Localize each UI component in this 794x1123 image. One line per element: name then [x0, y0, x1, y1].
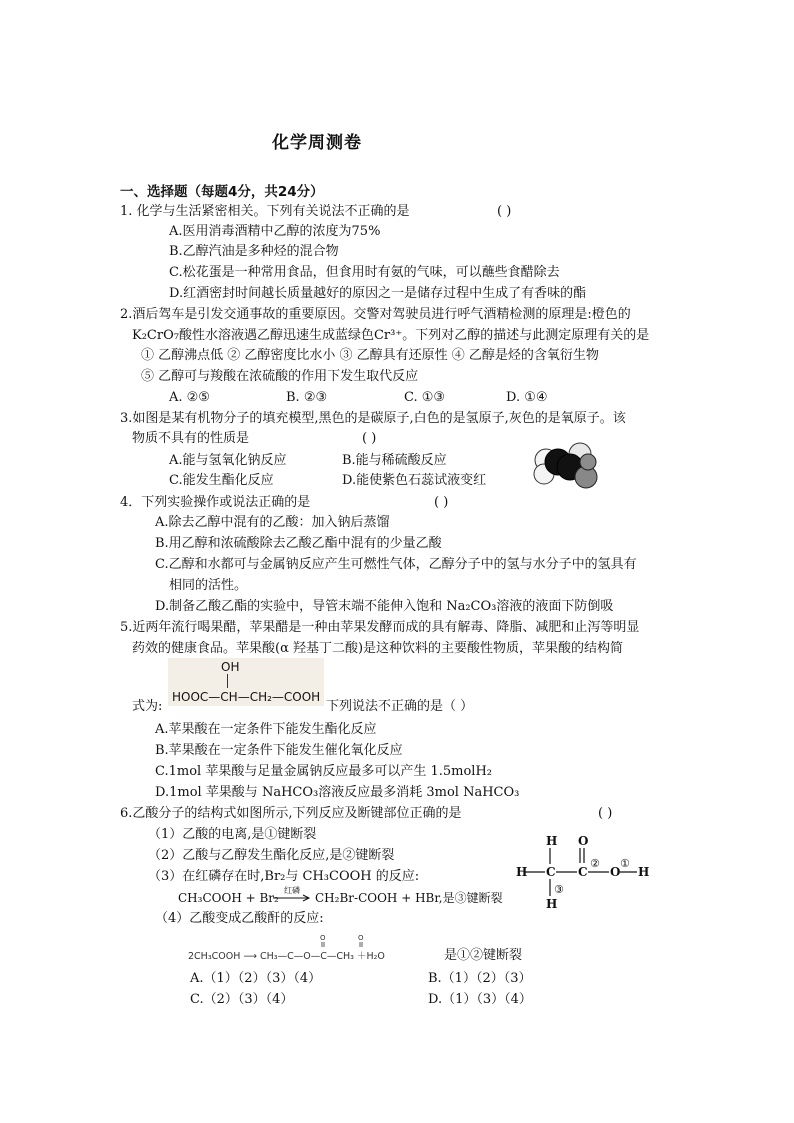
q5-line-3b: 下列说法不正确的是（ ）	[326, 699, 474, 714]
q6-eq3-left: CH₃COOH + Br₂	[178, 891, 279, 905]
q3-option-a: A.能与氢氧化钠反应	[169, 453, 287, 468]
q5-line-1: 5.近两年流行喝果醋，苹果醋是一种由苹果发酵而成的具有解毒、降脂、减肥和止泻等明显	[120, 620, 640, 635]
formula-oh-group: OH	[221, 660, 240, 674]
q3-option-d: D.能使紫色石蕊试液变红	[342, 473, 487, 488]
q4-stem: 4．下列实验操作或说法正确的是	[120, 495, 311, 510]
formula-bond-line	[227, 674, 228, 688]
q6-eq4-left: 2CH₃COOH ⟶ CH₃—C—O—C—CH₃ ＋H₂O	[188, 951, 385, 962]
formula-main-chain: HOOC—CH—CH₂—COOH	[172, 690, 321, 704]
q3-option-c: C.能发生酯化反应	[169, 473, 274, 488]
q1-option-b: B.乙醇汽油是多种烃的混合物	[169, 244, 339, 259]
struct-o-right: O	[610, 865, 621, 879]
q6-statement-3: （3）在红磷存在时,Br₂与 CH₃COOH 的反应:	[148, 869, 420, 884]
q2-option-d: D. ①④	[506, 390, 548, 405]
q6-statement-2: （2）乙酸与乙醇发生酯化反应,是②键断裂	[148, 848, 395, 863]
q4-option-d: D.制备乙酸乙酯的实验中，导管末端不能伸入饱和 Na₂CO₃溶液的液面下防倒吸	[155, 599, 614, 614]
q6-eq3-right: CH₂Br-COOH + HBr,是③键断裂	[315, 891, 503, 905]
acetic-acid-structure-diagram	[514, 830, 654, 914]
q5-line-3a: 式为:	[132, 699, 163, 714]
q2-option-b: B. ②③	[286, 390, 328, 405]
q3-option-b: B.能与稀硫酸反应	[342, 453, 447, 468]
q1-option-a: A.医用消毒酒精中乙醇的浓度为75%	[169, 224, 381, 239]
q6-option-d: D.（1）（3）（4）	[428, 992, 532, 1007]
q3-answer-bracket: ( )	[362, 431, 377, 446]
q3-line-1: 3.如图是某有机物分子的填充模型,黑色的是碳原子,白色的是氢原子,灰色的是氧原子。该	[120, 411, 626, 426]
molecule-space-filling-model	[528, 440, 606, 490]
q5-option-a: A.苹果酸在一定条件下能发生酯化反应	[155, 722, 377, 737]
q3-line-2: 物质不具有的性质是	[132, 431, 250, 446]
q6-statement-1: （1）乙酸的电离,是①键断裂	[148, 827, 317, 842]
bond-1-label: ①	[620, 857, 630, 870]
q5-option-b: B.苹果酸在一定条件下能发生催化氧化反应	[155, 743, 403, 758]
q6-option-a: A.（1）（2）（3）（4）	[190, 971, 322, 986]
anhydride-carbonyl-icon	[316, 933, 376, 947]
q2-line-2: K₂CrO₇酸性水溶液遇乙醇迅速生成蓝绿色Cr³⁺。下列对乙醇的描述与此测定原理有关的是	[132, 328, 650, 343]
q6-option-c: C.（2）（3）（4）	[190, 992, 294, 1007]
q2-option-c: C. ①③	[404, 390, 446, 405]
q1-option-c: C.松花蛋是一种常用食品，但食用时有氨的气味，可以蘸些食醋除去	[169, 265, 560, 280]
page-title: 化学周测卷	[272, 133, 362, 153]
section-heading: 一、选择题（每题4分，共24分）	[120, 184, 324, 200]
q2-line-1: 2.酒后驾车是引发交通事故的重要原因。交警对驾驶员进行呼气酒精检测的原理是:橙色的	[120, 307, 631, 322]
q1-answer-bracket: ( )	[497, 204, 512, 219]
q5-option-d: D.1mol 苹果酸与 NaHCO₃溶液反应最多消耗 3mol NaHCO₃	[155, 785, 520, 800]
q2-option-a: A. ②⑤	[169, 390, 210, 405]
q5-option-c: C.1mol 苹果酸与足量金属钠反应最多可以产生 1.5molH₂	[155, 764, 492, 779]
struct-h-top: H	[546, 834, 558, 848]
struct-h-bottom: H	[546, 897, 558, 911]
struct-h-right: H	[638, 865, 650, 879]
reaction-arrow-icon	[272, 893, 312, 903]
q6-eq4-right: 是①②键断裂	[444, 948, 523, 963]
struct-o-top: O	[578, 834, 589, 848]
struct-c2: C	[578, 865, 588, 879]
q4-option-a: A.除去乙醇中混有的乙酸：加入钠后蒸馏	[155, 515, 390, 530]
q6-option-b: B.（1）（2）（3）	[428, 971, 532, 986]
struct-c1: C	[546, 865, 556, 879]
struct-h-left: H	[516, 865, 528, 879]
q2-line-4: ⑤ 乙醇可与羧酸在浓硫酸的作用下发生取代反应	[141, 369, 419, 384]
q5-line-2: 药效的健康食品。苹果酸(α 羟基丁二酸)是这种饮料的主要酸性物质，苹果酸的结构简	[132, 641, 624, 656]
svg-text:O: O	[320, 934, 326, 942]
q6-statement-4: （4）乙酸变成乙酸酐的反应:	[155, 911, 324, 926]
q1-option-d: D.红酒密封时间越长质量越好的原因之一是储存过程中生成了有香味的酯	[169, 286, 587, 301]
q4-option-b: B.用乙醇和浓硫酸除去乙酸乙酯中混有的少量乙酸	[155, 536, 442, 551]
bond-2-label: ②	[590, 857, 600, 870]
q4-answer-bracket: ( )	[434, 495, 449, 510]
q4-option-c-line-1: C.乙醇和水都可与金属钠反应产生可燃性气体，乙醇分子中的氢与水分子中的氢具有	[155, 557, 637, 572]
q4-option-c-line-2: 相同的活性。	[169, 578, 248, 593]
bond-3-label: ③	[554, 883, 564, 896]
q6-answer-bracket: ( )	[598, 806, 613, 821]
svg-text:O: O	[358, 934, 364, 942]
red-phosphorus-label: 红磷	[284, 886, 300, 895]
q2-line-3: ① 乙醇沸点低 ② 乙醇密度比水小 ③ 乙醇具有还原性 ④ 乙醇是烃的含氧衍生物	[141, 348, 599, 363]
q1-stem: 1. 化学与生活紧密相关。下列有关说法不正确的是	[120, 204, 410, 219]
q6-stem: 6.乙酸分子的结构式如图所示,下列反应及断键部位正确的是	[120, 806, 462, 821]
